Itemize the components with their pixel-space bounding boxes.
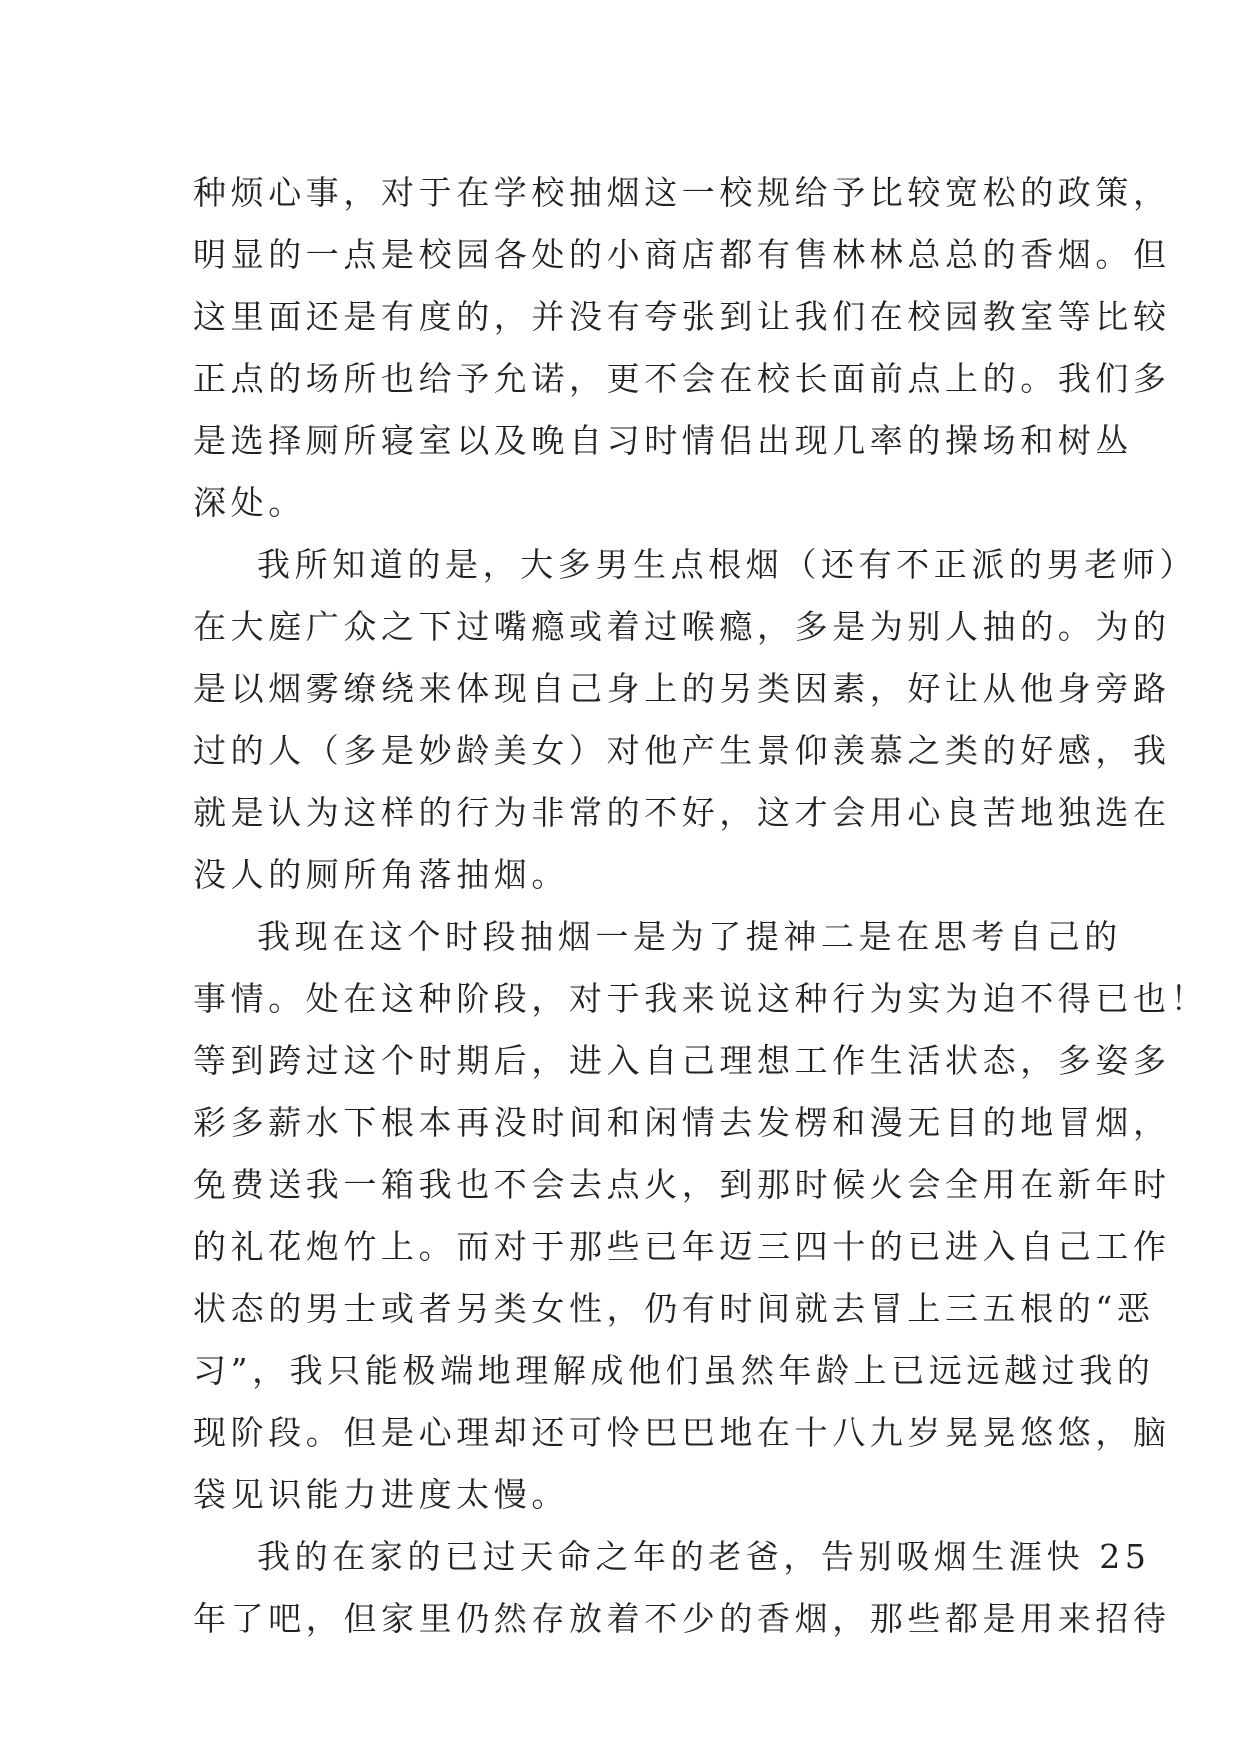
text-line: 年了吧，但家里仍然存放着不少的香烟，那些都是用来招待	[193, 1599, 1171, 1638]
text-line: 没人的厕所角落抽烟。	[193, 855, 569, 894]
text-line: 现阶段。但是心理却还可怜巴巴地在十八九岁晃晃悠悠，脑	[193, 1413, 1171, 1452]
text-line: 状态的男士或者另类女性，仍有时间就去冒上三五根的“恶	[193, 1289, 1155, 1328]
text-line: 在大庭广众之下过嘴瘾或着过喉瘾，多是为别人抽的。为的	[193, 607, 1171, 646]
text-line: 过的人（多是妙龄美女）对他产生景仰羡慕之类的好感，我	[193, 731, 1171, 770]
text-line: 是以烟雾缭绕来体现自己身上的另类因素，好让从他身旁路	[193, 669, 1171, 708]
text-line: 免费送我一箱我也不会去点火，到那时候火会全用在新年时	[193, 1165, 1171, 1204]
text-line: 袋见识能力进度太慢。	[193, 1475, 569, 1514]
text-line: 等到跨过这个时期后，进入自己理想工作生活状态，多姿多	[193, 1041, 1171, 1080]
text-line: 深处。	[193, 483, 306, 522]
text-line: 是选择厕所寝室以及晚自习时情侣出现几率的操场和树丛	[193, 421, 1133, 460]
text-line: 的礼花炮竹上。而对于那些已年迈三四十的已进入自己工作	[193, 1227, 1171, 1266]
text-line: 明显的一点是校园各处的小商店都有售林林总总的香烟。但	[193, 235, 1171, 274]
text-line: 彩多薪水下根本再没时间和闲情去发楞和漫无目的地冒烟，	[193, 1103, 1171, 1142]
paragraph-start-line: 我的在家的已过天命之年的老爸，告别吸烟生涯快 25	[257, 1537, 1151, 1576]
text-line: 习”，我只能极端地理解成他们虽然年龄上已远远越过我的	[193, 1351, 1155, 1390]
paragraph-start-line: 我所知道的是，大多男生点根烟（还有不正派的男老师）	[257, 545, 1197, 584]
paragraph-start-line: 我现在这个时段抽烟一是为了提神二是在思考自己的	[257, 917, 1122, 956]
text-line: 这里面还是有度的，并没有夸张到让我们在校园教室等比较	[193, 297, 1171, 336]
text-line: 事情。处在这种阶段，对于我来说这种行为实为迫不得已也！	[193, 979, 1209, 1018]
document-body	[193, 162, 1209, 1650]
text-line: 正点的场所也给予允诺，更不会在校长面前点上的。我们多	[193, 359, 1171, 398]
text-line: 种烦心事，对于在学校抽烟这一校规给予比较宽松的政策，	[193, 173, 1171, 212]
text-line: 就是认为这样的行为非常的不好，这才会用心良苦地独选在	[193, 793, 1171, 832]
